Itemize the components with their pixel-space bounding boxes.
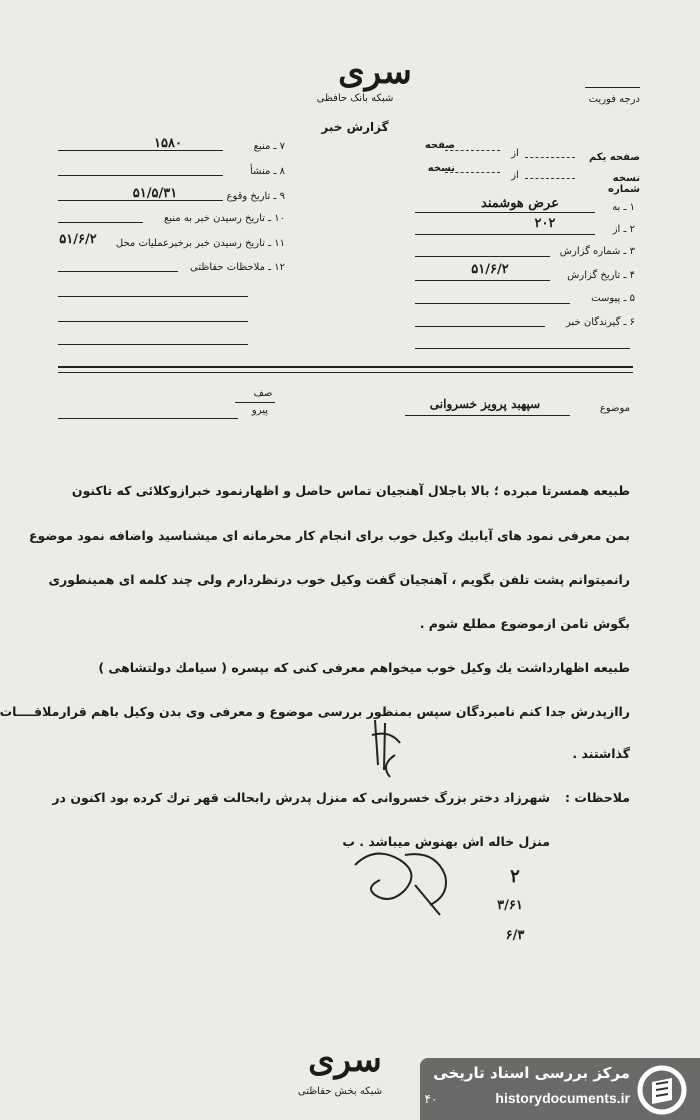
field-label-occurrence-date: ۹ ـ تاریخ وقوع (226, 191, 285, 202)
field-line (415, 303, 570, 304)
watermark-title: مرکز بررسی اسناد تاریخی (433, 1064, 630, 1082)
field-value-from: ۲۰۲ (534, 216, 556, 231)
watermark-url: historydocuments.ir (495, 1090, 630, 1106)
subject-label: موضوع (599, 403, 630, 414)
field-label-report-number: ۳ ـ شماره گزارش (559, 246, 635, 257)
body-line: رانمیتوانم پشت تلفن بگویم ، آهنجیان گفت وکیل خوب درنظردارم ولی چند کلمه ای همینطوری (48, 572, 630, 587)
field-line (415, 212, 595, 213)
field-line (415, 280, 550, 281)
footer-logo (260, 1040, 430, 1080)
subject-side-line (235, 402, 275, 403)
field-line (415, 234, 595, 235)
field-label-attachment: ۵ ـ پیوست (591, 293, 635, 304)
copy-of: از (511, 170, 519, 181)
header-logo (290, 52, 460, 92)
field-label-from: ۲ ـ از (612, 224, 635, 235)
field-label-arrival-ops: ۱۱ ـ تاریخ رسیدن خبر برخبرعملیات محل (115, 238, 285, 249)
header-logo-text: سری (338, 52, 412, 92)
field-line (58, 321, 248, 322)
body-line: گذاشتند . (572, 746, 630, 761)
field-value-report-date: ۵۱/۶/۲ (471, 262, 509, 277)
priority-label: درجه فوریت (588, 94, 640, 105)
header-logo-subtitle: شبکه بانک حافظی (316, 93, 394, 104)
field-label-recipients: ۶ ـ گیرندگان خبر (565, 317, 635, 328)
field-label-origin: ۸ ـ منشأ (249, 166, 285, 177)
subject-side-note-1: صف (253, 388, 273, 399)
field-line (58, 175, 223, 176)
subject-line (405, 415, 570, 416)
field-value-source: ۱۵۸۰ (154, 136, 182, 151)
subject-side-note-2: پیرو (251, 405, 269, 416)
page-line (525, 157, 575, 158)
page-mark: ۴۰ (424, 1092, 438, 1106)
archive-logo-icon (636, 1064, 688, 1116)
handwritten-mark-3: ۶/۳ (505, 928, 525, 943)
footer-logo-subtitle: شبکه بخش حفاظتی (297, 1086, 383, 1097)
note-label: ملاحظات : (564, 790, 630, 805)
priority-line (585, 87, 640, 88)
header-separator-2 (58, 372, 633, 373)
page-label: صفحه یکم (588, 152, 640, 163)
field-line (58, 344, 248, 345)
field-line (58, 296, 248, 297)
page-total-label: صفحه (424, 140, 455, 151)
field-value-to: عرض هوشمند (481, 196, 559, 211)
field-line (415, 326, 545, 327)
body-line: طبیعه همسرتا مبرده ؛ بالا باجلال آهنجیان تماس حاصل و اظهارنمود خبرازوکلائی که تاکنون (71, 483, 630, 498)
body-line: راازپدرش جدا کنم نامبردگان سپس بمنظور بررسی موضوع و معرفی وی بدن وکیل باهم قرارملاقــــات (0, 704, 630, 719)
page-of: از (511, 148, 519, 159)
field-label-report-date: ۴ ـ تاریخ گزارش (567, 270, 635, 281)
note-line-2: منزل خاله اش بهنوش میباشد . ب (342, 834, 550, 849)
body-line: طبیعه اظهارداشت یك وکیل خوب میخواهم معرفی کنی که بپسره ( سیامك دولتشاهی ) (98, 660, 630, 675)
body-line: بگوش تامن ازموضوع مطلع شوم . (419, 616, 630, 631)
body-line: بمن معرفی نمود های آیابیك وکیل خوب برای انجام کار محرمانه ای میشناسید واضافه نمود موضوع (28, 528, 630, 543)
copy-line (525, 178, 575, 179)
field-value-arrival-ops: ۵۱/۶/۲ (59, 232, 97, 247)
field-label-security-notes: ۱۲ ـ ملاحظات حفاظتی (190, 262, 285, 273)
report-title: گزارش خبر (321, 120, 389, 134)
note-line-1: شهرزاد دختر بزرگ خسروانی که منزل پدرش رابحالت قهر ترك کرده بود اکنون در (52, 790, 550, 805)
footer-logo-text: سری (308, 1040, 382, 1080)
field-label-arrival-source: ۱۰ ـ تاریخ رسیدن خبر به منبع (163, 213, 285, 224)
copy-label: نسخه شماره (608, 173, 640, 195)
field-line (58, 222, 143, 223)
field-value-occurrence-date: ۵۱/۵/۳۱ (132, 186, 178, 201)
signature-scribble (345, 835, 465, 920)
field-label-source: ۷ ـ منبع (253, 141, 285, 152)
subject-value: سپهبد پرویز خسروانی (429, 397, 541, 411)
field-line (415, 256, 550, 257)
field-line (415, 348, 630, 349)
header-separator (58, 366, 633, 368)
field-line (58, 271, 178, 272)
handwritten-mark-1: ۲ (510, 866, 520, 887)
subject-left-line (58, 418, 238, 419)
copy-total-label: نسخه (427, 163, 455, 174)
field-label-to: ۱ ـ به (612, 202, 635, 213)
handwritten-mark-2: ۳/۶۱ (497, 898, 523, 913)
handwritten-mark (360, 715, 420, 785)
